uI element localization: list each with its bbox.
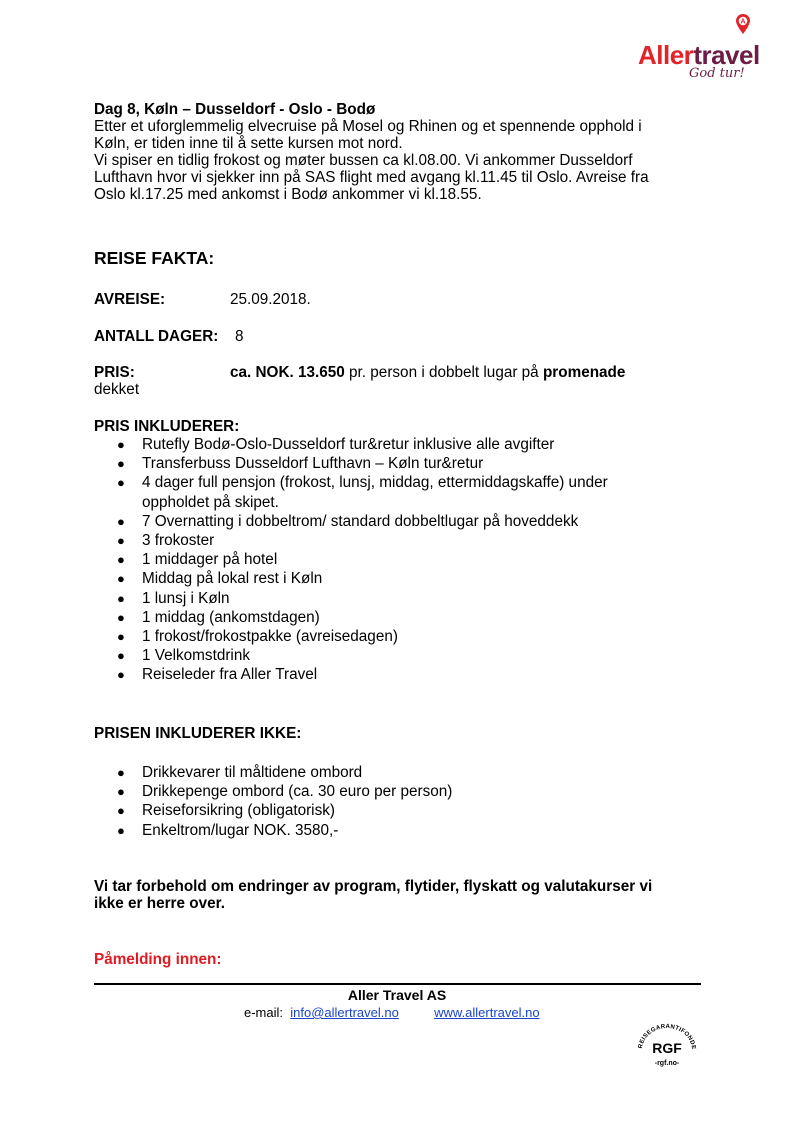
price-deck: promenade: [542, 364, 626, 381]
list-item-text: 1 middag (ankomstdagen): [142, 608, 320, 626]
departure-value: 25.09.2018.: [230, 291, 311, 308]
bullet-icon: ●: [117, 822, 125, 838]
rgf-ring-text: REISEGARANTIFONDE: [637, 1023, 697, 1050]
list-item-text: Reiseleder fra Aller Travel: [142, 666, 318, 684]
list-item: [94, 608, 608, 627]
bullet-icon: ●: [117, 803, 125, 819]
list-item-text: Transferbuss Dusseldorf Lufthavn – Køln tur&retur: [142, 455, 484, 473]
day-text-line: Vi spiser en tidlig frokost og møter bussen ca kl.08.00. Vi ankommer Dusseldorf: [94, 152, 633, 169]
list-item-text: 1 frokost/frokostpakke (avreisedagen): [142, 628, 398, 646]
pin-letter: A: [740, 18, 746, 26]
list-item: [94, 782, 452, 801]
logo-tagline: God tur!: [689, 66, 745, 81]
rgf-badge-icon: [634, 1020, 700, 1070]
list-item: [94, 512, 608, 531]
day-text-line: Lufthavn hvor vi sjekker inn på SAS flight med avgang kl.11.45 til Oslo. Avreise fra: [94, 169, 649, 186]
bullet-icon: ●: [117, 456, 125, 472]
bullet-icon: ●: [117, 590, 125, 606]
excludes-list: [94, 763, 452, 840]
list-item-text: 4 dager full pensjon (frokost, lunsj, middag, ettermiddagskaffe) under: [142, 474, 608, 492]
departure-label: AVREISE:: [94, 291, 166, 308]
bullet-icon: ●: [117, 784, 125, 800]
list-item: [94, 454, 608, 473]
day-text-line: Oslo kl.17.25 med ankomst i Bodø ankommer vi kl.18.55.: [94, 186, 482, 203]
price-line-wrap: dekket: [94, 381, 140, 398]
list-item-text: Reiseforsikring (obligatorisk): [142, 802, 335, 820]
bullet-icon: ●: [117, 765, 125, 780]
email-label: e-mail:: [244, 1005, 284, 1020]
bullet-icon: ●: [117, 513, 125, 529]
logo-brand-travel: travel: [693, 40, 760, 70]
days-value: 8: [235, 328, 244, 345]
bullet-icon: ●: [117, 552, 125, 568]
email-link[interactable]: info@allertravel.no: [290, 1005, 399, 1020]
facts-heading: REISE FAKTA:: [94, 248, 215, 268]
price-line: [230, 364, 625, 381]
list-item: [94, 821, 452, 840]
list-item-text: 1 middager på hotel: [142, 551, 278, 569]
list-item: [94, 646, 608, 665]
day-title: Dag 8, Køln – Dusseldorf - Oslo - Bodø: [94, 101, 376, 118]
list-item: [94, 665, 608, 684]
list-item-text-continued: oppholdet på skipet.: [142, 493, 279, 511]
disclaimer-line: Vi tar forbehold om endringer av program, flytider, flyskatt og valutakurser vi: [94, 878, 653, 895]
includes-list: [94, 435, 608, 685]
bullet-icon: ●: [117, 667, 125, 683]
map-pin-icon: [736, 14, 750, 34]
days-label: ANTALL DAGER:: [94, 328, 219, 345]
day-text-line: Etter et uforglemmelig elvecruise på Mosel og Rhinen og et spennende opphold i: [94, 118, 642, 135]
rgf-center-text: RGF: [652, 1040, 682, 1056]
excludes-heading: PRISEN INKLUDERER IKKE:: [94, 725, 302, 742]
price-label: PRIS:: [94, 364, 135, 381]
price-amount: ca. NOK. 13.650: [230, 364, 345, 381]
list-item-text: Drikkepenge ombord (ca. 30 euro per person): [142, 783, 453, 801]
list-item: [94, 550, 608, 569]
list-item: [94, 763, 452, 782]
list-item-text: Enkeltrom/lugar NOK. 3580,-: [142, 821, 339, 839]
list-item: [94, 531, 608, 550]
list-item: [94, 435, 608, 454]
price-description: pr. person i dobbelt lugar på: [344, 364, 543, 381]
list-item: [94, 589, 608, 608]
list-item: [94, 627, 608, 646]
bullet-icon: ●: [117, 533, 125, 549]
list-item-text: Rutefly Bodø-Oslo-Dusseldorf tur&retur inklusive alle avgifter: [142, 436, 555, 453]
aller-travel-logo: [636, 14, 760, 86]
list-item-text: Drikkevarer til måltidene ombord: [142, 764, 363, 781]
bullet-icon: ●: [117, 648, 125, 664]
bullet-icon: ●: [117, 571, 125, 587]
list-item-text: 1 Velkomstdrink: [142, 647, 250, 665]
website-link[interactable]: www.allertravel.no: [434, 1005, 540, 1020]
footer-divider: [94, 983, 701, 985]
list-item-text: 1 lunsj i Køln: [142, 589, 230, 607]
bullet-icon: ●: [117, 629, 125, 645]
rgf-bottom-text: -rgf.no-: [654, 1060, 680, 1067]
bullet-icon: ●: [117, 475, 125, 491]
footer-company: Aller Travel AS: [347, 987, 447, 1003]
list-item-text: 3 frokoster: [142, 532, 215, 550]
bullet-icon: ●: [117, 437, 125, 452]
signup-deadline-label: Påmelding innen:: [94, 951, 222, 968]
footer-contact: [244, 1005, 540, 1020]
logo-brand-aller: Aller: [638, 40, 694, 70]
list-item: [94, 801, 452, 820]
list-item: [94, 569, 608, 588]
list-item-text: 7 Overnatting i dobbeltrom/ standard dobbeltlugar på hoveddekk: [142, 512, 579, 530]
list-item: [94, 473, 608, 511]
list-item-text: Middag på lokal rest i Køln: [142, 570, 323, 588]
bullet-icon: ●: [117, 609, 125, 625]
day-text-line: Køln, er tiden inne til å sette kursen mot nord.: [94, 135, 403, 152]
includes-heading: PRIS INKLUDERER:: [94, 418, 240, 435]
disclaimer-line: ikke er herre over.: [94, 895, 225, 912]
